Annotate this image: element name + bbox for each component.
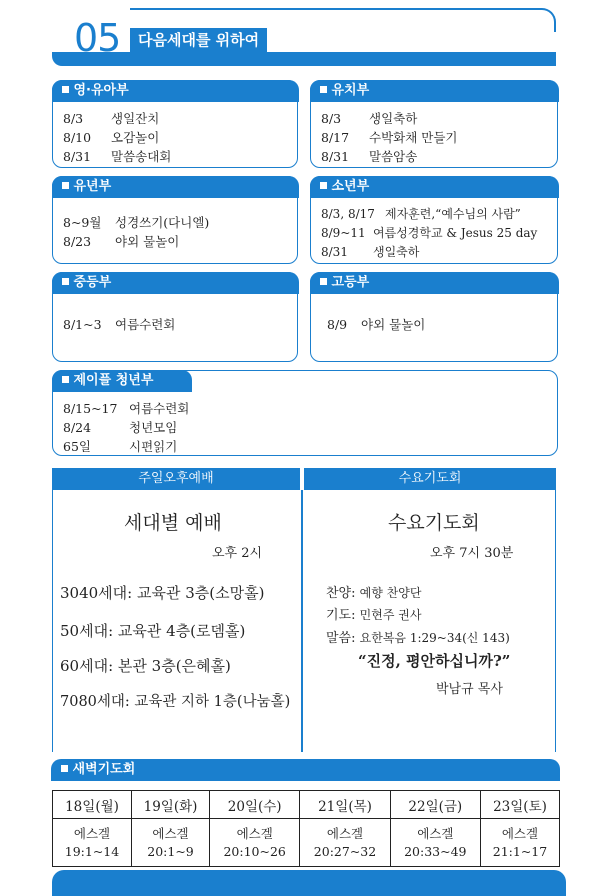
square-icon [320, 86, 327, 93]
table-row [53, 819, 560, 867]
sunday-service-header: 주일오후예배 [52, 468, 300, 490]
footer-bar [52, 870, 566, 896]
square-icon [62, 86, 69, 93]
junior-dept-box [310, 176, 558, 264]
services-divider [301, 490, 303, 752]
section-number: 05 [74, 16, 121, 60]
middle-dept-header [52, 272, 299, 294]
list-item: 8/3, 8/17 제자훈련,“예수님의 사람” [321, 207, 521, 221]
child-dept-list [63, 213, 291, 251]
young-adult-dept-list [63, 399, 551, 456]
table-cell: 에스겔 20:10~26 [210, 819, 300, 867]
header-bar [52, 52, 556, 66]
child-dept-title: 유년부 [73, 178, 112, 194]
day-header: 21일(목) [300, 791, 390, 819]
young-adult-dept-title: 제이플 청년부 [73, 372, 154, 388]
square-icon [62, 278, 69, 285]
list-item: 8/3 생일축하 [321, 111, 418, 126]
table-cell: 에스겔 20:1~9 [131, 819, 209, 867]
day-header: 23일(토) [480, 791, 559, 819]
table-cell: 에스겔 20:33~49 [390, 819, 480, 867]
junior-dept-title: 소년부 [331, 178, 370, 194]
scripture-row: 말씀: 요한복음 1:29~34(신 143) [326, 631, 510, 646]
dawn-prayer-table [52, 790, 560, 867]
young-adult-dept-header [52, 370, 192, 392]
high-dept-list [327, 315, 551, 334]
square-icon [61, 765, 68, 772]
generation-row: 7080세대: 교육관 지하 1층(나눔홀) [60, 694, 291, 710]
day-header: 18일(월) [53, 791, 132, 819]
infant-dept-list [63, 109, 291, 166]
middle-dept-title: 중등부 [73, 274, 112, 290]
sermon-title: “진정, 평안하십니까?” [358, 652, 511, 670]
day-header: 22일(금) [390, 791, 480, 819]
list-item: 8/3 생일잔치 [63, 111, 160, 126]
sunday-service-time: 오후 2시 [212, 546, 263, 561]
wednesday-service-header: 수요기도회 [304, 468, 556, 490]
list-item: 8/31 생일축하 [321, 245, 420, 259]
list-item: 8/10 오감놀이 [63, 130, 160, 145]
generation-row: 50세대: 교육관 4층(로뎀홀) [60, 622, 246, 640]
preacher-name: 박남규 목사 [436, 682, 503, 697]
young-adult-dept-box [52, 370, 558, 456]
middle-dept-box [52, 272, 298, 362]
list-item: 8/31 말씀송대회 [63, 149, 172, 164]
table-header-row [53, 791, 560, 819]
wednesday-service-time: 오후 7시 30분 [430, 546, 514, 561]
child-dept-box [52, 176, 298, 264]
dawn-prayer-header [51, 759, 560, 781]
list-item: 8/31 말씀암송 [321, 149, 418, 164]
square-icon [62, 376, 69, 383]
list-item: 8/9 야외 물놀이 [327, 317, 426, 332]
infant-dept-box [52, 80, 298, 168]
square-icon [320, 278, 327, 285]
list-item: 8/17 수박화채 만들기 [321, 130, 458, 145]
square-icon [62, 182, 69, 189]
prayer-row: 기도: 민현주 권사 [326, 608, 422, 623]
generation-row: 60세대: 본관 3층(은혜홀) [60, 657, 231, 675]
junior-dept-list [321, 205, 551, 262]
kinder-dept-list [321, 109, 551, 166]
junior-dept-header [310, 176, 559, 198]
praise-row: 찬양: 예향 찬양단 [326, 586, 422, 601]
child-dept-header [52, 176, 299, 198]
high-dept-box [310, 272, 558, 362]
infant-dept-header [52, 80, 299, 102]
list-item: 8/9~11 여름성경학교 & Jesus 25 day [321, 226, 538, 240]
list-item: 8/1~3 여름수련회 [63, 317, 176, 332]
table-cell: 에스겔 20:27~32 [300, 819, 390, 867]
dawn-prayer-title: 새벽기도회 [72, 761, 136, 777]
table-cell: 에스겔 19:1~14 [53, 819, 132, 867]
wednesday-service-title: 수요기도회 [388, 512, 480, 534]
high-dept-title: 고등부 [331, 274, 370, 290]
list-item: 8/15~17 여름수련회 [63, 401, 190, 416]
square-icon [320, 182, 327, 189]
list-item: 8/23 야외 물놀이 [63, 234, 180, 249]
section-title: 다음세대를 위하여 [130, 28, 267, 52]
generation-row: 3040세대: 교육관 3층(소망홀) [60, 584, 265, 602]
day-header: 20일(수) [210, 791, 300, 819]
middle-dept-list [63, 315, 291, 334]
day-header: 19일(화) [131, 791, 209, 819]
list-item: 8~9월 성경쓰기(다니엘) [63, 215, 210, 230]
infant-dept-title: 영·유아부 [73, 82, 129, 98]
sunday-service-title: 세대별 예배 [124, 512, 222, 534]
kinder-dept-header [310, 80, 559, 102]
list-item: 65일 시편읽기 [63, 439, 178, 454]
kinder-dept-title: 유치부 [331, 82, 370, 98]
list-item: 8/24 청년모임 [63, 420, 178, 435]
kinder-dept-box [310, 80, 558, 168]
table-cell: 에스겔 21:1~17 [480, 819, 559, 867]
high-dept-header [310, 272, 559, 294]
